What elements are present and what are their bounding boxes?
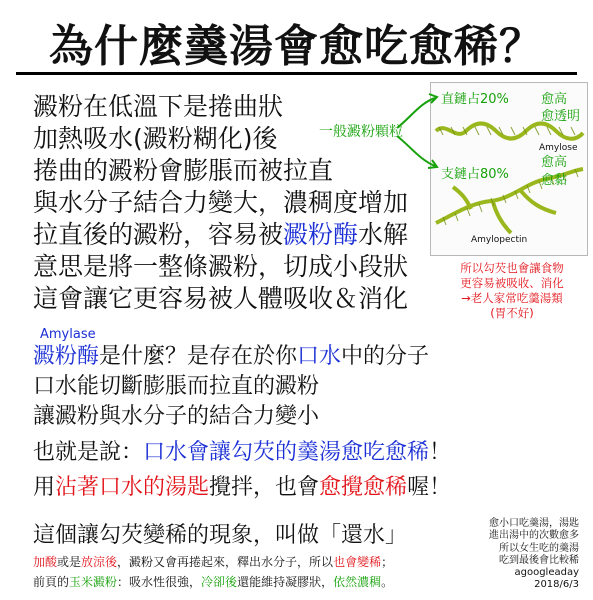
amylase-term: 澱粉酶 xyxy=(283,220,359,249)
footnote-line-2 xyxy=(33,573,393,590)
intro-line-5-text-a: 拉直後的澱粉，容易被 xyxy=(33,220,284,249)
amylopectin-effect-2: 愈黏 xyxy=(541,173,568,188)
body-line-4-a: 也就是說： xyxy=(33,440,144,465)
page-title: 為什麼羹湯會愈吃愈稀？ xyxy=(49,21,544,72)
amylopectin-name-label: Amylopectin xyxy=(471,235,528,245)
body-line-4-b: 口水會讓勾芡的羹湯愈吃愈稀 xyxy=(143,440,430,465)
amylose-ratio-label: 直鏈占20% xyxy=(441,92,509,107)
intro-line-1: 澱粉在低溫下是捲曲狀 xyxy=(33,92,284,121)
intro-line-3: 捲曲的澱粉會膨脹而被拉直 xyxy=(33,156,334,185)
body-line-4-c: ！ xyxy=(429,440,452,465)
body-line-5-d: 愈攪愈稀 xyxy=(319,475,408,500)
body-line-1-a: 澱粉酶 xyxy=(33,344,100,369)
intro-line-5 xyxy=(33,220,408,250)
body-line-4 xyxy=(33,440,451,466)
body-line-1-d: 中的分子 xyxy=(341,344,430,369)
footnote-2-f: 依然濃稠 xyxy=(333,575,382,589)
body-line-5-b: 沾著口水的湯匙 xyxy=(55,475,210,500)
amylopectin-ratio-label: 支鏈占80% xyxy=(441,167,509,182)
digestion-note-line-4: (胃不好) xyxy=(490,306,534,320)
amylose-name-label: Amylose xyxy=(539,143,578,153)
amylopectin-effect-1: 愈高 xyxy=(541,155,568,170)
pointer-arrows xyxy=(395,88,445,188)
digestion-note-line-1: 所以勾芡也會讓食物 xyxy=(460,261,564,275)
starch-particle-label: 一般澱粉顆粒 xyxy=(319,124,403,140)
side-note-author: agoogleaday xyxy=(514,567,579,579)
body-line-5 xyxy=(33,475,451,501)
intro-line-7: 這會讓它更容易被人體吸收＆消化 xyxy=(33,284,409,313)
body-line-1-b: 是什麼？是存在於你 xyxy=(99,344,298,369)
side-note-line-2: 進出湯中的次數愈多 xyxy=(489,530,579,542)
body-line-5-a: 用 xyxy=(33,475,56,500)
footnote-1-c: 放涼後 xyxy=(81,555,118,569)
intro-line-2: 加熱吸水(澱粉糊化)後 xyxy=(33,124,278,153)
footnote-1-b: 或是 xyxy=(57,555,82,569)
starch-diagram xyxy=(430,82,588,256)
amylose-effect-1: 愈高 xyxy=(541,92,568,107)
side-note-date: 2018/6/3 xyxy=(534,579,579,591)
side-note-line-1: 愈小口吃羹湯，湯匙 xyxy=(489,518,579,529)
intro-line-5-text-c: 水解 xyxy=(358,220,409,249)
side-note-line-4: 吃到最後會比較稀 xyxy=(499,554,579,566)
footnote-2-a: 前頁的 xyxy=(33,575,70,589)
footnote-2-g: 。 xyxy=(381,575,394,589)
amylose-effect-2: 愈透明 xyxy=(541,109,581,124)
footnote-1-f: ； xyxy=(381,555,394,569)
footnote-1-e: 也會變稀 xyxy=(333,555,382,569)
footnote-1-a: 加酸 xyxy=(33,555,58,569)
body-line-1-c: 口水 xyxy=(297,344,342,369)
footnote-line-1 xyxy=(33,553,393,570)
body-line-5-e: 喔！ xyxy=(407,475,452,500)
footnote-1-d: ，澱粉又會再捲起來，釋出水分子，所以 xyxy=(117,555,334,569)
amylase-label: Amylase xyxy=(40,327,96,342)
title-divider xyxy=(16,72,577,75)
intro-line-6: 意思是將一整條澱粉，切成小段狀 xyxy=(33,252,409,281)
digestion-note xyxy=(437,261,587,321)
digestion-note-line-3: →老人家常吃羹湯類 xyxy=(461,291,563,305)
return-water-line: 這個讓勾芡變稀的現象，叫做「還水」 xyxy=(33,523,408,548)
side-note xyxy=(467,518,579,592)
side-note-line-3: 所以女生吃的羹湯 xyxy=(499,542,579,554)
body-line-5-c: 攪拌，也會 xyxy=(209,475,320,500)
body-line-1 xyxy=(33,344,429,370)
digestion-note-line-2: 更容易被吸收、消化 xyxy=(460,276,564,290)
footnote-2-c: ：吸水性很強， xyxy=(117,575,202,589)
footnote-2-d: 冷卻後 xyxy=(201,575,238,589)
footnote-2-e: 還能維持凝膠狀， xyxy=(237,575,334,589)
footnote-2-b: 玉米澱粉 xyxy=(69,575,118,589)
body-line-3: 讓澱粉與水分子的結合力變小 xyxy=(33,404,320,429)
body-line-2: 口水能切斷膨脹而拉直的澱粉 xyxy=(33,374,320,399)
intro-line-4: 與水分子結合力變大，濃稠度增加 xyxy=(33,188,409,217)
